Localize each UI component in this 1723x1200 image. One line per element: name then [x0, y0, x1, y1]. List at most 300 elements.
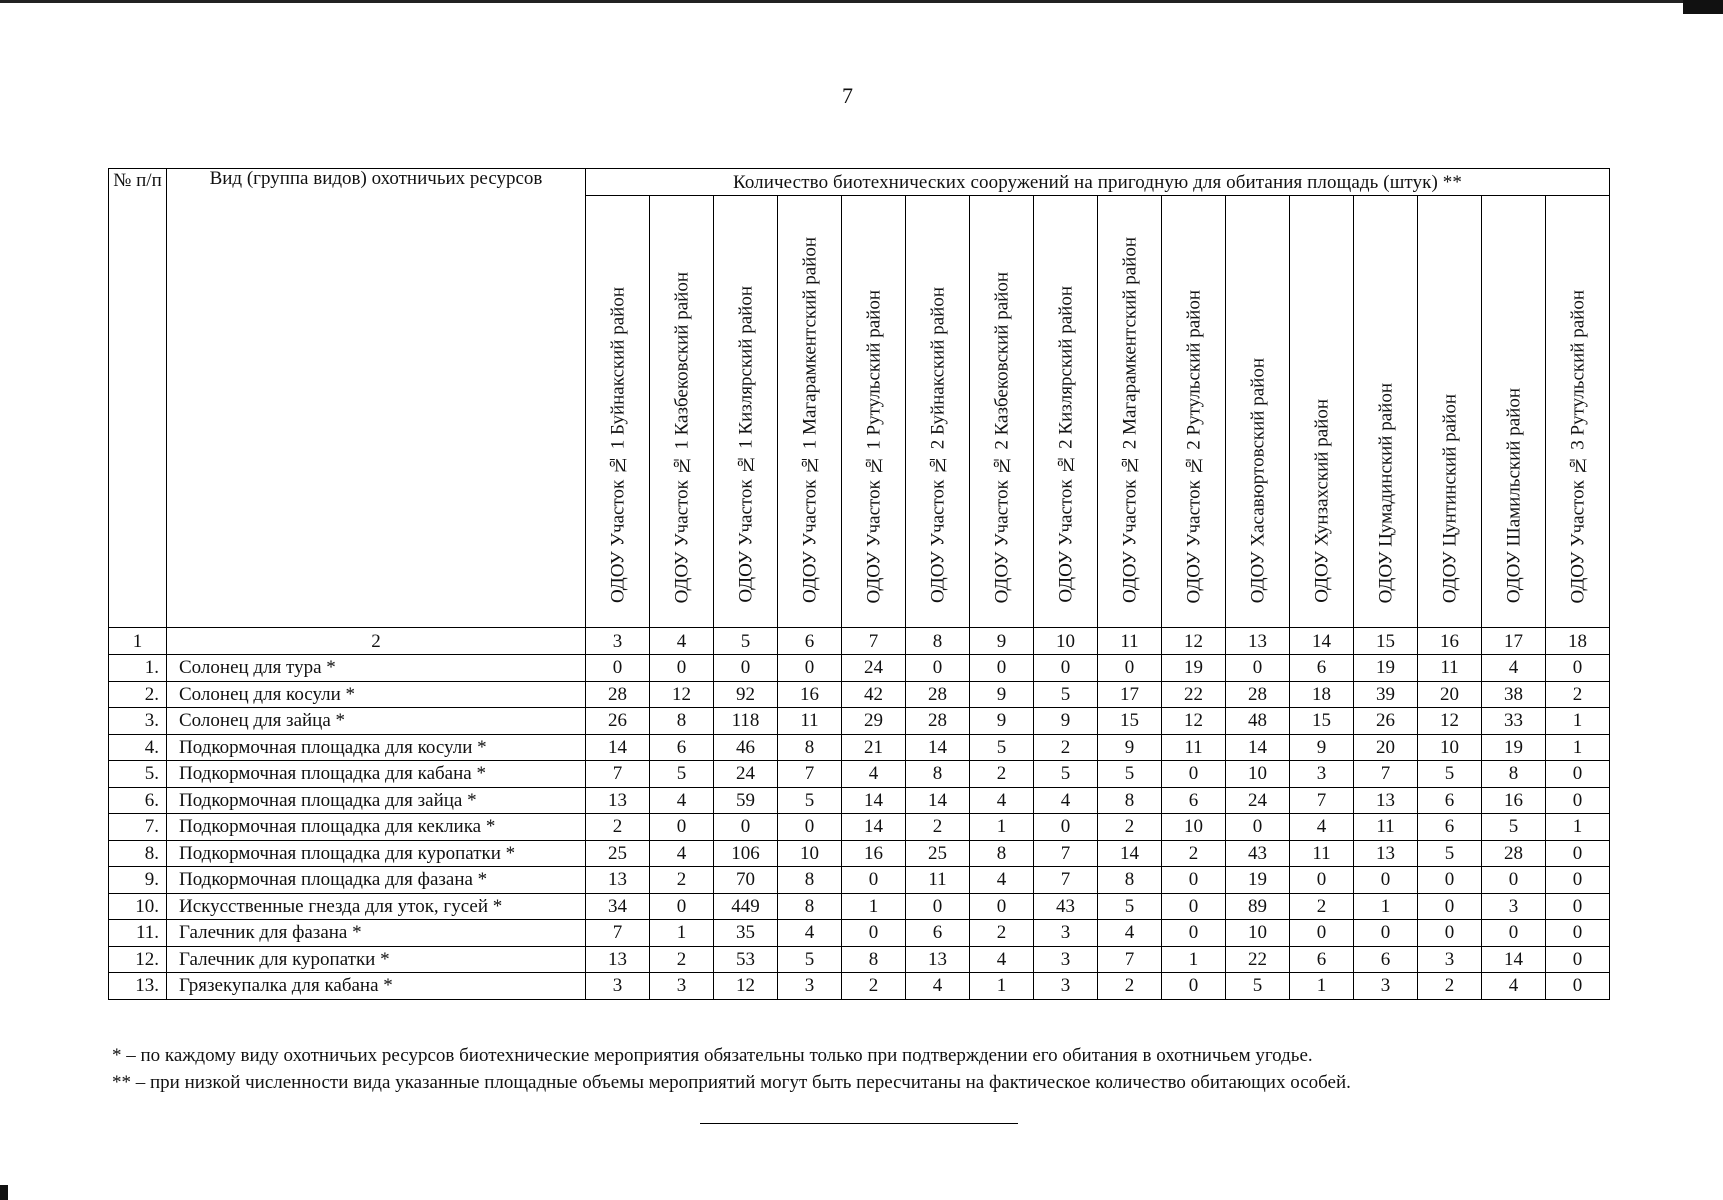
table-cell: 8 — [778, 867, 842, 894]
table-cell: 1 — [1290, 973, 1354, 1000]
table-cell: 53 — [714, 946, 778, 973]
table-cell: 16 — [1482, 787, 1546, 814]
column-header-label — [800, 237, 819, 603]
table-row — [109, 920, 1610, 947]
column-header — [1162, 196, 1226, 628]
table-cell: 0 — [1546, 867, 1610, 894]
footnote-2: ** – при низкой численности вида указанные площадные объемы мероприятий могут быть пересчитаны на фактическое количество обитающих особей. — [112, 1072, 1351, 1093]
table-cell: 13 — [586, 867, 650, 894]
table-cell: 14 — [842, 787, 906, 814]
index-cell: 3 — [586, 628, 650, 655]
table-cell: 2 — [1290, 893, 1354, 920]
table-cell: 5 — [1098, 893, 1162, 920]
table-cell: 3 — [1482, 893, 1546, 920]
column-header-text: ОДОУ Хасавюртовский район — [1247, 357, 1268, 603]
table-cell: 25 — [906, 840, 970, 867]
column-header-text: ОДОУ Участок № 1 Магарамкентский район — [799, 237, 820, 603]
index-cell: 15 — [1354, 628, 1418, 655]
column-header — [714, 196, 778, 628]
table-cell: 13 — [906, 946, 970, 973]
table-cell: 9 — [1290, 734, 1354, 761]
table-cell: 0 — [778, 814, 842, 841]
table-cell: 449 — [714, 893, 778, 920]
index-cell: 5 — [714, 628, 778, 655]
table-cell: 2 — [1162, 840, 1226, 867]
table-cell: 0 — [1226, 814, 1290, 841]
table-cell: 0 — [778, 655, 842, 682]
column-header-label — [1312, 399, 1331, 603]
column-header — [650, 196, 714, 628]
column-header-label — [736, 286, 755, 603]
table-cell: 2 — [650, 946, 714, 973]
column-header-label — [1248, 358, 1267, 603]
table-row — [109, 787, 1610, 814]
row-species-name: Искусственные гнезда для уток, гусей * — [167, 893, 586, 920]
table-cell: 0 — [1418, 920, 1482, 947]
table-cell: 28 — [906, 708, 970, 735]
table-cell: 1 — [1546, 734, 1610, 761]
column-header — [1290, 196, 1354, 628]
table-cell: 5 — [1418, 840, 1482, 867]
table-cell: 6 — [1418, 814, 1482, 841]
table-cell: 0 — [650, 814, 714, 841]
table-cell: 4 — [650, 787, 714, 814]
table-row — [109, 681, 1610, 708]
index-cell: 12 — [1162, 628, 1226, 655]
row-species-name: Солонец для косули * — [167, 681, 586, 708]
column-header-text: ОДОУ Участок № 2 Буйнакский район — [927, 287, 948, 603]
table-cell: 26 — [1354, 708, 1418, 735]
table-cell: 10 — [778, 840, 842, 867]
row-number: 11. — [109, 920, 167, 947]
table-cell: 7 — [1098, 946, 1162, 973]
column-index-row — [109, 628, 1610, 655]
table-cell: 0 — [1034, 814, 1098, 841]
table-cell: 9 — [1034, 708, 1098, 735]
table-cell: 7 — [586, 761, 650, 788]
table-cell: 14 — [586, 734, 650, 761]
table-cell: 24 — [1226, 787, 1290, 814]
table-cell: 4 — [1098, 920, 1162, 947]
table-cell: 2 — [1546, 681, 1610, 708]
table-cell: 4 — [970, 787, 1034, 814]
table-cell: 13 — [1354, 787, 1418, 814]
row-species-name: Грязекупалка для кабана * — [167, 973, 586, 1000]
row-number: 13. — [109, 973, 167, 1000]
table-cell: 5 — [1418, 761, 1482, 788]
index-cell: 7 — [842, 628, 906, 655]
table-cell: 0 — [1418, 867, 1482, 894]
table-cell: 4 — [842, 761, 906, 788]
table-cell: 2 — [586, 814, 650, 841]
column-header — [1098, 196, 1162, 628]
table-cell: 0 — [1546, 946, 1610, 973]
table-cell: 4 — [970, 867, 1034, 894]
table-row — [109, 814, 1610, 841]
column-header — [778, 196, 842, 628]
table-cell: 5 — [1482, 814, 1546, 841]
table-cell: 0 — [1546, 920, 1610, 947]
index-cell: 10 — [1034, 628, 1098, 655]
column-header — [1034, 196, 1098, 628]
table-row — [109, 734, 1610, 761]
table-row — [109, 893, 1610, 920]
index-cell: 17 — [1482, 628, 1546, 655]
table-cell: 11 — [1290, 840, 1354, 867]
table-cell: 0 — [1546, 893, 1610, 920]
table-cell: 1 — [1546, 814, 1610, 841]
table-cell: 11 — [1354, 814, 1418, 841]
row-number: 1. — [109, 655, 167, 682]
column-header-text: ОДОУ Участок № 1 Кизлярский район — [735, 286, 756, 603]
index-cell: 14 — [1290, 628, 1354, 655]
table-cell: 2 — [1034, 734, 1098, 761]
row-species-name: Подкормочная площадка для кеклика * — [167, 814, 586, 841]
row-species-name: Солонец для тура * — [167, 655, 586, 682]
table-cell: 0 — [1546, 655, 1610, 682]
table-cell: 5 — [1034, 681, 1098, 708]
table-cell: 3 — [1354, 973, 1418, 1000]
table-cell: 4 — [778, 920, 842, 947]
row-species-name: Подкормочная площадка для куропатки * — [167, 840, 586, 867]
column-header-label — [1120, 237, 1139, 603]
table-cell: 42 — [842, 681, 906, 708]
table-cell: 9 — [1098, 734, 1162, 761]
table-cell: 24 — [842, 655, 906, 682]
table-cell: 1 — [1162, 946, 1226, 973]
row-species-name: Подкормочная площадка для кабана * — [167, 761, 586, 788]
table-row — [109, 973, 1610, 1000]
table-cell: 28 — [586, 681, 650, 708]
column-header-text: ОДОУ Участок № 2 Рутульский район — [1183, 289, 1204, 603]
table-cell: 8 — [1482, 761, 1546, 788]
table-cell: 89 — [1226, 893, 1290, 920]
table-cell: 10 — [1418, 734, 1482, 761]
index-cell: 1 — [109, 628, 167, 655]
column-header-text: ОДОУ Участок № 3 Рутульский район — [1567, 289, 1588, 603]
table-cell: 2 — [906, 814, 970, 841]
row-number: 6. — [109, 787, 167, 814]
column-header-label — [1440, 394, 1459, 603]
table-cell: 6 — [1418, 787, 1482, 814]
table-cell: 26 — [586, 708, 650, 735]
table-cell: 4 — [1482, 655, 1546, 682]
table-cell: 2 — [650, 867, 714, 894]
table-cell: 21 — [842, 734, 906, 761]
table-cell: 0 — [714, 814, 778, 841]
table-cell: 7 — [586, 920, 650, 947]
table-cell: 6 — [1162, 787, 1226, 814]
table-cell: 0 — [842, 920, 906, 947]
table-cell: 24 — [714, 761, 778, 788]
table-cell: 118 — [714, 708, 778, 735]
table-cell: 28 — [1482, 840, 1546, 867]
table-cell: 6 — [906, 920, 970, 947]
table-cell: 7 — [778, 761, 842, 788]
column-header — [906, 196, 970, 628]
table-cell: 19 — [1482, 734, 1546, 761]
column-header-label — [864, 290, 883, 603]
table-cell: 1 — [1354, 893, 1418, 920]
table-cell: 14 — [906, 787, 970, 814]
index-cell: 9 — [970, 628, 1034, 655]
column-header-text: ОДОУ Участок № 2 Магарамкентский район — [1119, 237, 1140, 603]
table-cell: 8 — [778, 734, 842, 761]
index-cell: 11 — [1098, 628, 1162, 655]
table-row — [109, 867, 1610, 894]
table-cell: 7 — [1034, 840, 1098, 867]
table-cell: 0 — [1034, 655, 1098, 682]
table-cell: 5 — [1226, 973, 1290, 1000]
table-cell: 0 — [1354, 867, 1418, 894]
column-header-text: ОДОУ Участок № 1 Казбековский район — [671, 271, 692, 603]
column-header-label — [672, 272, 691, 603]
row-species-name: Подкормочная площадка для фазана * — [167, 867, 586, 894]
table-cell: 22 — [1162, 681, 1226, 708]
column-header-label — [1504, 388, 1523, 603]
table-cell: 92 — [714, 681, 778, 708]
table-cell: 3 — [1290, 761, 1354, 788]
table-cell: 11 — [1418, 655, 1482, 682]
table-cell: 0 — [1546, 840, 1610, 867]
column-header — [970, 196, 1034, 628]
scan-border-top — [0, 0, 1723, 3]
table-cell: 10 — [1162, 814, 1226, 841]
table-cell: 13 — [586, 946, 650, 973]
column-header-label — [992, 272, 1011, 603]
table-cell: 0 — [1290, 867, 1354, 894]
column-header-label — [608, 287, 627, 603]
table-cell: 3 — [1034, 920, 1098, 947]
index-cell: 8 — [906, 628, 970, 655]
header-number: № п/п — [109, 169, 167, 628]
table-cell: 0 — [650, 893, 714, 920]
table-cell: 2 — [842, 973, 906, 1000]
table-cell: 6 — [1290, 655, 1354, 682]
column-header-text: ОДОУ Участок № 2 Казбековский район — [991, 271, 1012, 603]
index-cell: 18 — [1546, 628, 1610, 655]
table-cell: 0 — [1546, 973, 1610, 1000]
table-cell: 5 — [778, 787, 842, 814]
column-header — [1226, 196, 1290, 628]
table-cell: 3 — [1418, 946, 1482, 973]
table-cell: 12 — [1162, 708, 1226, 735]
table-cell: 19 — [1162, 655, 1226, 682]
row-number: 2. — [109, 681, 167, 708]
table-cell: 0 — [1162, 893, 1226, 920]
row-number: 10. — [109, 893, 167, 920]
page-number: 7 — [842, 83, 853, 108]
table-cell: 0 — [1162, 920, 1226, 947]
table-cell: 6 — [1290, 946, 1354, 973]
table-cell: 0 — [970, 893, 1034, 920]
column-header — [1418, 196, 1482, 628]
table-cell: 4 — [906, 973, 970, 1000]
column-header-label — [928, 287, 947, 603]
table-cell: 0 — [906, 893, 970, 920]
table-cell: 1 — [1546, 708, 1610, 735]
footnotes — [112, 1042, 1351, 1096]
table-cell: 35 — [714, 920, 778, 947]
table-cell: 39 — [1354, 681, 1418, 708]
table-cell: 5 — [1098, 761, 1162, 788]
table-cell: 1 — [970, 973, 1034, 1000]
column-header-text: ОДОУ Участок № 1 Рутульский район — [863, 289, 884, 603]
table-cell: 7 — [1290, 787, 1354, 814]
table-cell: 8 — [778, 893, 842, 920]
table-cell: 16 — [842, 840, 906, 867]
table-cell: 46 — [714, 734, 778, 761]
column-header-label — [1568, 290, 1587, 603]
table-cell: 43 — [1034, 893, 1098, 920]
index-cell: 16 — [1418, 628, 1482, 655]
table-cell: 1 — [650, 920, 714, 947]
table-cell: 12 — [714, 973, 778, 1000]
table-row — [109, 655, 1610, 682]
table-cell: 0 — [586, 655, 650, 682]
table-cell: 8 — [1098, 867, 1162, 894]
table-cell: 0 — [1546, 787, 1610, 814]
table-cell: 0 — [1482, 867, 1546, 894]
table-cell: 20 — [1354, 734, 1418, 761]
table-cell: 14 — [842, 814, 906, 841]
row-number: 4. — [109, 734, 167, 761]
table-cell: 25 — [586, 840, 650, 867]
table-cell: 34 — [586, 893, 650, 920]
header-species: Вид (группа видов) охотничьих ресурсов — [167, 169, 586, 628]
table-cell: 20 — [1418, 681, 1482, 708]
column-header — [1546, 196, 1610, 628]
column-header-label — [1056, 286, 1075, 603]
table-cell: 18 — [1290, 681, 1354, 708]
table-cell: 8 — [1098, 787, 1162, 814]
row-number: 3. — [109, 708, 167, 735]
table-cell: 3 — [1034, 946, 1098, 973]
table-cell: 5 — [970, 734, 1034, 761]
table-row — [109, 946, 1610, 973]
table-cell: 4 — [1482, 973, 1546, 1000]
table-cell: 8 — [650, 708, 714, 735]
row-species-name: Галечник для фазана * — [167, 920, 586, 947]
table-cell: 2 — [970, 761, 1034, 788]
table-cell: 0 — [1418, 893, 1482, 920]
table-cell: 16 — [778, 681, 842, 708]
table-cell: 70 — [714, 867, 778, 894]
table-row — [109, 761, 1610, 788]
column-header-text: ОДОУ Цумадинский район — [1375, 382, 1396, 603]
table-cell: 9 — [970, 708, 1034, 735]
table-cell: 0 — [650, 655, 714, 682]
table-cell: 0 — [906, 655, 970, 682]
table-cell: 0 — [1482, 920, 1546, 947]
table-cell: 14 — [1482, 946, 1546, 973]
table-cell: 1 — [970, 814, 1034, 841]
table-cell: 5 — [650, 761, 714, 788]
table-cell: 1 — [842, 893, 906, 920]
table-cell: 3 — [650, 973, 714, 1000]
table-cell: 0 — [970, 655, 1034, 682]
table-cell: 43 — [1226, 840, 1290, 867]
table-cell: 6 — [650, 734, 714, 761]
table-cell: 28 — [1226, 681, 1290, 708]
table-cell: 4 — [970, 946, 1034, 973]
index-cell: 6 — [778, 628, 842, 655]
column-header-text: ОДОУ Участок № 1 Буйнакский район — [607, 287, 628, 603]
row-number: 12. — [109, 946, 167, 973]
table-header-row — [109, 169, 1610, 196]
column-header — [842, 196, 906, 628]
table-row — [109, 840, 1610, 867]
table-cell: 9 — [970, 681, 1034, 708]
table-cell: 7 — [1354, 761, 1418, 788]
table-cell: 3 — [586, 973, 650, 1000]
table-cell: 10 — [1226, 920, 1290, 947]
table-cell: 2 — [1098, 973, 1162, 1000]
table-cell: 33 — [1482, 708, 1546, 735]
table-cell: 22 — [1226, 946, 1290, 973]
table-cell: 17 — [1098, 681, 1162, 708]
column-header-text: ОДОУ Участок № 2 Кизлярский район — [1055, 286, 1076, 603]
table-cell: 11 — [1162, 734, 1226, 761]
table-cell: 5 — [1034, 761, 1098, 788]
table-cell: 0 — [1226, 655, 1290, 682]
table-row — [109, 708, 1610, 735]
table-cell: 0 — [1098, 655, 1162, 682]
scan-edge-mark — [0, 1185, 8, 1200]
index-cell: 13 — [1226, 628, 1290, 655]
index-cell: 2 — [167, 628, 586, 655]
table-cell: 11 — [778, 708, 842, 735]
table-cell: 12 — [1418, 708, 1482, 735]
table-cell: 2 — [970, 920, 1034, 947]
table-cell: 0 — [1290, 920, 1354, 947]
table-cell: 13 — [1354, 840, 1418, 867]
table-cell: 6 — [1354, 946, 1418, 973]
table-cell: 5 — [778, 946, 842, 973]
table-cell: 0 — [842, 867, 906, 894]
table-cell: 48 — [1226, 708, 1290, 735]
index-cell: 4 — [650, 628, 714, 655]
table-cell: 13 — [586, 787, 650, 814]
table-cell: 59 — [714, 787, 778, 814]
column-header — [1482, 196, 1546, 628]
row-number: 8. — [109, 840, 167, 867]
table-cell: 3 — [778, 973, 842, 1000]
table-body — [109, 628, 1610, 1000]
row-species-name: Подкормочная площадка для косули * — [167, 734, 586, 761]
biotechnical-structures-table — [108, 168, 1610, 1000]
column-header-text: ОДОУ Цунтинский район — [1439, 393, 1460, 603]
table-cell: 106 — [714, 840, 778, 867]
table-cell: 28 — [906, 681, 970, 708]
table-cell: 29 — [842, 708, 906, 735]
table-cell: 0 — [1162, 867, 1226, 894]
table-cell: 0 — [714, 655, 778, 682]
row-number: 9. — [109, 867, 167, 894]
column-header-label — [1376, 383, 1395, 603]
table-cell: 38 — [1482, 681, 1546, 708]
table-cell: 14 — [1098, 840, 1162, 867]
table-cell: 3 — [1034, 973, 1098, 1000]
column-header-text: ОДОУ Шамильский район — [1503, 387, 1524, 603]
table-cell: 8 — [970, 840, 1034, 867]
separator-line — [700, 1123, 1018, 1124]
footnote-1: * – по каждому виду охотничьих ресурсов биотехнические мероприятия обязательны только при подтверждении его обитания в охотничьем угодье. — [112, 1045, 1313, 1066]
table-cell: 8 — [906, 761, 970, 788]
table-cell: 12 — [650, 681, 714, 708]
scan-corner-mark — [1683, 0, 1723, 14]
table-cell: 19 — [1354, 655, 1418, 682]
